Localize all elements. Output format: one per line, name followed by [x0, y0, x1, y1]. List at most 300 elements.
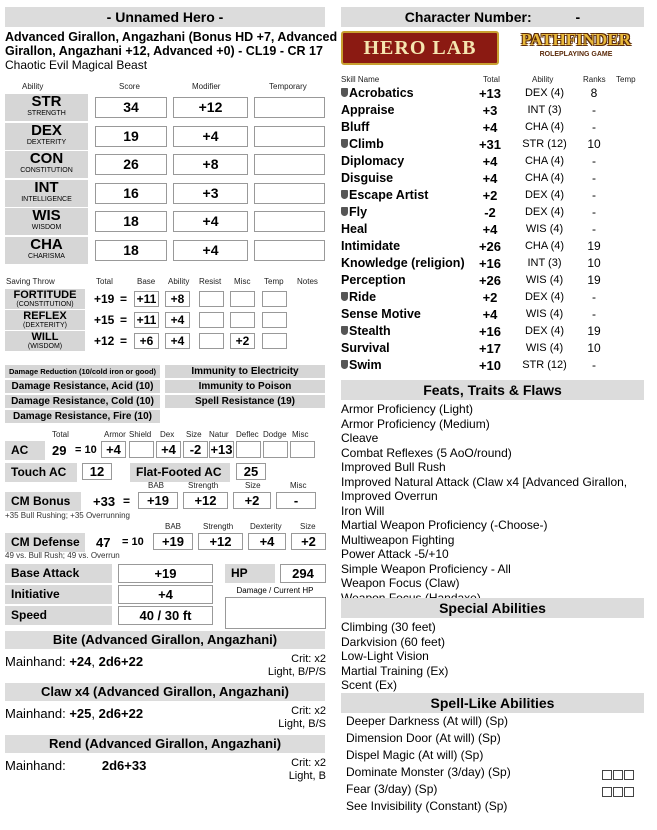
sla-item: Dispel Magic (At will) (Sp)	[346, 748, 484, 762]
touch-ac-value: 12	[82, 463, 112, 480]
skill-total: +4	[482, 154, 498, 169]
ability-modifier: +4	[173, 211, 248, 232]
skill-ability: DEX (4)	[524, 206, 565, 218]
ability-abbr: INT	[34, 178, 59, 196]
skill-row	[341, 357, 382, 374]
skill-row	[341, 187, 428, 204]
pathfinder-logo	[508, 29, 644, 67]
save-temp[interactable]	[262, 333, 287, 349]
score-header: Score	[119, 82, 140, 91]
skill-ranks: -	[592, 358, 596, 372]
skill-row	[341, 153, 404, 170]
save-misc	[230, 312, 255, 328]
char-number-label: Character Number:	[404, 9, 532, 25]
save-name: REFLEX	[23, 310, 67, 322]
skill-ability: WIS (4)	[525, 223, 564, 235]
skill-ranks: 10	[587, 137, 601, 151]
sla-item: Dimension Door (At will) (Sp)	[346, 731, 501, 745]
ac-dodge-header: Dodge	[263, 430, 287, 439]
hero-name-bar	[5, 7, 325, 27]
ac-total: 29	[52, 443, 67, 458]
ability-abbr: CON	[29, 150, 64, 167]
armor-check-icon	[341, 360, 348, 369]
ac-total-header: Total	[52, 430, 69, 439]
ability-header: Ability	[22, 82, 44, 91]
attack-bonus: +24	[69, 654, 92, 669]
cmd-size: +2	[291, 533, 326, 550]
ac-size: -2	[183, 441, 208, 458]
skill-ability: WIS (4)	[525, 342, 564, 354]
skill-row	[341, 136, 384, 153]
ability-abbr: STR	[31, 93, 62, 110]
save-total: +12	[94, 334, 115, 348]
use-checkbox[interactable]	[602, 787, 612, 797]
feat-item: Improved Overrun	[341, 489, 438, 503]
armor-check-icon	[341, 292, 348, 301]
attack-type: Light, B/P/S	[267, 666, 326, 678]
use-checkbox[interactable]	[624, 770, 634, 780]
feat-item: Cleave	[341, 431, 379, 445]
save-name: WILL	[31, 331, 59, 343]
pathfinder-logo-text: PATHFINDER	[521, 30, 631, 49]
save-temp-header: Temp	[264, 277, 284, 286]
speed-label: Speed	[5, 606, 112, 625]
skill-ranks: 10	[587, 341, 601, 355]
skill-ability: CHA (4)	[524, 240, 565, 252]
skill-total: +26	[478, 239, 502, 254]
feat-item: Improved Bull Rush	[341, 460, 446, 474]
feat-item: Power Attack -5/+10	[341, 547, 449, 561]
attack-damage: 2d6+22	[98, 654, 144, 669]
use-checkbox[interactable]	[613, 770, 623, 780]
ability-temp[interactable]	[254, 183, 325, 204]
skill-ranks: 8	[590, 86, 598, 100]
cmd-base: = 10	[122, 536, 144, 548]
ac-deflection	[236, 441, 261, 458]
skill-row	[341, 340, 390, 357]
save-total: +15	[94, 313, 115, 327]
skill-name: Survival	[341, 341, 390, 355]
skill-ability: DEX (4)	[524, 189, 565, 201]
save-equals: =	[120, 292, 128, 306]
skill-name: Appraise	[341, 103, 395, 117]
ability-modifier: +4	[173, 240, 248, 261]
save-label-fortitude	[5, 289, 85, 309]
attack-crit: Crit: x2	[291, 757, 326, 769]
skill-ability-header: Ability	[532, 75, 554, 84]
special-ability-item: Climbing (30 feet)	[341, 620, 436, 634]
skill-total: +3	[482, 103, 498, 118]
skill-ability: WIS (4)	[525, 274, 564, 286]
skill-ability: CHA (4)	[524, 121, 565, 133]
save-resist-header: Resist	[199, 277, 222, 286]
skill-ranks: -	[592, 222, 596, 236]
ability-temp[interactable]	[254, 240, 325, 261]
feat-item: Martial Weapon Proficiency (-Choose-)	[341, 518, 548, 532]
immunity-electricity: Immunity to Electricity	[165, 365, 325, 378]
sla-item: See Invisibility (Constant) (Sp)	[346, 799, 508, 813]
attack-line: Mainhand: +24, 2d6+22	[5, 654, 144, 669]
save-misc	[230, 291, 255, 307]
herolab-logo-text: HERO LAB	[363, 37, 477, 59]
skill-total-header: Total	[483, 75, 500, 84]
skill-row	[341, 272, 406, 289]
skill-name: Escape Artist	[349, 188, 429, 202]
speed-value: 40 / 30 ft	[118, 606, 213, 625]
armor-check-icon	[341, 326, 348, 335]
skill-ranks: 10	[587, 256, 601, 270]
skill-ranks: -	[592, 171, 596, 185]
skill-row	[341, 255, 465, 272]
ability-modifier: +8	[173, 154, 248, 175]
ability-label-cha	[5, 237, 88, 264]
feat-item: Iron Will	[341, 503, 385, 518]
ability-modifier: +4	[173, 126, 248, 147]
temporary-header: Temporary	[269, 82, 307, 91]
ability-modifier: +12	[173, 97, 248, 118]
save-label-reflex	[5, 310, 85, 330]
ability-abbr: CHA	[30, 235, 63, 253]
base-attack-value: +19	[118, 564, 213, 583]
attack-type: Light, B/S	[278, 718, 326, 730]
ability-score: 16	[95, 183, 167, 204]
cmb-bab: +19	[138, 492, 178, 509]
armor-check-icon	[341, 139, 348, 148]
attack-title: Rend (Advanced Girallon, Angazhani)	[5, 735, 325, 753]
save-base: +11	[134, 312, 159, 328]
base-attack-label: Base Attack	[5, 564, 112, 583]
save-temp[interactable]	[262, 312, 287, 328]
ability-temp[interactable]	[254, 126, 325, 147]
cmd-bab: +19	[153, 533, 193, 550]
feat-item: Simple Weapon Proficiency - All	[341, 561, 511, 576]
attack-damage: 2d6+33	[101, 758, 147, 773]
skill-name-header: Skill Name	[341, 75, 380, 84]
ac-shield-header: Shield	[129, 430, 152, 439]
attack-line: Mainhand: +25, 2d6+22	[5, 706, 144, 721]
attack-hand: Mainhand:	[5, 706, 66, 721]
skill-name: Sense Motive	[341, 307, 421, 321]
ac-armor: +4	[101, 441, 126, 458]
char-number-value: -	[575, 9, 581, 25]
spell-resistance: Spell Resistance (19)	[165, 395, 325, 408]
ability-temp[interactable]	[254, 154, 325, 175]
cmd-bab-header: BAB	[165, 522, 182, 531]
skill-ability: INT (3)	[527, 257, 562, 269]
damage-hp-label: Damage / Current HP	[236, 586, 314, 595]
armor-check-icon	[341, 207, 348, 216]
save-ability: +4	[165, 333, 190, 349]
ability-score: 26	[95, 154, 167, 175]
skill-ranks: 19	[587, 239, 601, 253]
save-temp[interactable]	[262, 291, 287, 307]
ability-name: CHARISMA	[28, 252, 65, 260]
ac-natural: +13	[210, 442, 233, 457]
skill-name: Ride	[349, 290, 377, 304]
ac-dex-header: Dex	[160, 430, 175, 439]
pathfinder-logo-subtitle: ROLEPLAYING GAME	[539, 51, 613, 58]
cmd-label: CM Defense	[5, 533, 85, 552]
skill-name: Acrobatics	[349, 86, 414, 100]
save-ability-name: (DEXTERITY)	[23, 322, 67, 329]
skill-name: Intimidate	[341, 239, 401, 253]
skill-ranks: 19	[587, 324, 601, 338]
cmd-note: 49 vs. Bull Rush; 49 vs. Overrun	[5, 551, 120, 560]
armor-check-icon	[341, 88, 348, 97]
ac-misc-header: Misc	[292, 430, 309, 439]
cmb-equals: =	[123, 494, 131, 508]
sla-item: Deeper Darkness (At will) (Sp)	[346, 714, 509, 728]
skill-total: +4	[482, 171, 498, 186]
skill-row	[341, 170, 393, 187]
char-number-bar	[341, 7, 644, 27]
skill-ranks: -	[592, 188, 596, 202]
sla-header-bar	[341, 693, 644, 713]
sla-uses	[601, 784, 634, 802]
ability-label-int	[5, 180, 88, 207]
skill-row	[341, 102, 395, 119]
cmb-total: +33	[93, 494, 116, 509]
skill-ability: WIS (4)	[525, 308, 564, 320]
save-name: FORTITUDE	[13, 289, 77, 301]
hero-type: Chaotic Evil Magical Beast	[5, 58, 148, 72]
attack-type: Light, B	[288, 770, 326, 782]
attack-crit: Crit: x2	[291, 653, 326, 665]
skill-row	[341, 221, 367, 238]
cmb-str: +12	[183, 492, 228, 509]
skill-total: +17	[478, 341, 502, 356]
cmb-misc: -	[276, 492, 316, 509]
ability-label-con	[5, 151, 88, 178]
resist-fire: Damage Resistance, Fire (10)	[5, 410, 160, 423]
skill-ability: STR (12)	[522, 359, 567, 371]
armor-check-icon	[341, 190, 348, 199]
feat-item: Weapon Focus (Claw)	[341, 576, 460, 590]
special-header-bar	[341, 598, 644, 618]
attack-damage: 2d6+22	[98, 706, 144, 721]
special-ability-item: Martial Training (Ex)	[341, 663, 449, 678]
attack-line	[5, 758, 146, 773]
special-ability-item: Low-Light Vision	[341, 649, 429, 663]
cmd-dex: +4	[248, 533, 286, 550]
save-label-will	[5, 331, 85, 351]
skill-row	[341, 85, 414, 102]
ability-score: 19	[95, 126, 167, 147]
save-resist	[199, 312, 224, 328]
skill-ranks-header: Ranks	[583, 75, 606, 84]
skill-total: +4	[482, 307, 498, 322]
skill-ranks: -	[592, 307, 596, 321]
skill-total: -2	[484, 205, 496, 220]
skill-ranks: -	[592, 154, 596, 168]
feat-item: Improved Natural Attack (Claw x4 [Advanced Girallon,	[341, 474, 628, 489]
cmd-dex-header: Dexterity	[250, 522, 282, 531]
use-checkbox[interactable]	[602, 770, 612, 780]
skill-name: Heal	[341, 222, 368, 236]
flat-footed-label: Flat-Footed AC	[130, 463, 230, 482]
ability-temp[interactable]	[254, 211, 325, 232]
save-misc: +2	[230, 333, 255, 349]
skill-total: +16	[478, 256, 502, 271]
skill-ability: INT (3)	[527, 104, 562, 116]
use-checkbox[interactable]	[624, 787, 634, 797]
feat-item: Armor Proficiency (Light)	[341, 402, 474, 416]
cmd-str-header: Strength	[203, 522, 234, 531]
hp-label: HP	[225, 564, 275, 583]
cmd-size-header: Size	[300, 522, 316, 531]
flat-footed-value: 25	[236, 463, 266, 480]
skill-ability: STR (12)	[522, 138, 567, 150]
save-misc-header: Misc	[234, 277, 251, 286]
save-ability-header: Ability	[168, 277, 190, 286]
skill-ranks: -	[592, 205, 596, 219]
save-total-header: Total	[96, 277, 113, 286]
ability-score: 34	[95, 97, 167, 118]
use-checkbox[interactable]	[613, 787, 623, 797]
ac-natur-header: Natur	[209, 430, 229, 439]
attack-crit: Crit: x2	[291, 705, 326, 717]
ability-name: INTELLIGENCE	[21, 195, 72, 203]
skill-ranks: 19	[587, 273, 601, 287]
save-ability-name: (CONSTITUTION)	[16, 301, 74, 308]
save-resist	[199, 291, 224, 307]
hero-desc-line2: Girallon, Angazhani +12, Advanced +0) - CL19 - CR 17	[5, 44, 323, 58]
sla-title: Spell-Like Abilities	[430, 695, 555, 711]
herolab-logo	[341, 31, 499, 65]
cmd-total: 47	[96, 535, 111, 550]
save-ability-name: (WISDOM)	[27, 343, 63, 350]
cmb-label: CM Bonus	[5, 492, 81, 511]
cmb-str-header: Strength	[188, 481, 219, 490]
skill-row	[341, 323, 391, 340]
skill-total: +2	[482, 188, 498, 203]
hero-name: - Unnamed Hero -	[106, 9, 224, 25]
save-header: Saving Throw	[6, 277, 55, 286]
skill-total: +16	[478, 324, 502, 339]
touch-ac-label: Touch AC	[5, 463, 77, 482]
cmb-size: +2	[233, 492, 271, 509]
ability-label-str	[5, 94, 88, 121]
attack-bonus: +25	[69, 706, 92, 721]
ac-shield	[129, 441, 154, 458]
save-ability: +8	[165, 291, 190, 307]
ability-abbr: WIS	[32, 207, 61, 224]
cmb-note: +35 Bull Rushing; +35 Overrunning	[5, 511, 130, 520]
ac-armor-header: Armor	[104, 430, 126, 439]
save-notes-header: Notes	[297, 277, 318, 286]
ac-misc	[290, 441, 315, 458]
save-ability: +4	[165, 312, 190, 328]
skill-ability: DEX (4)	[524, 87, 565, 99]
skill-name: Disguise	[341, 171, 394, 185]
ac-label: AC	[5, 441, 45, 460]
skill-ability: DEX (4)	[524, 325, 565, 337]
skill-ability: CHA (4)	[524, 155, 565, 167]
feat-item: Combat Reflexes (5 AoO/round)	[341, 445, 512, 460]
ability-name: CONSTITUTION	[20, 167, 73, 174]
ability-modifier: +3	[173, 183, 248, 204]
immunity-poison: Immunity to Poison	[165, 380, 325, 393]
save-equals: =	[120, 313, 128, 327]
feat-item: Armor Proficiency (Medium)	[341, 416, 490, 431]
attack-title: Bite (Advanced Girallon, Angazhani)	[5, 631, 325, 649]
skill-row	[341, 119, 369, 136]
sla-item: Dominate Monster (3/day) (Sp)	[346, 765, 511, 779]
sla-item: Fear (3/day) (Sp)	[346, 782, 438, 796]
save-base: +6	[134, 333, 159, 349]
initiative-value: +4	[118, 585, 213, 604]
ability-label-dex	[5, 123, 88, 150]
skill-ranks: -	[592, 290, 596, 304]
special-title: Special Abilities	[439, 600, 546, 616]
skill-row	[341, 204, 367, 221]
modifier-header: Modifier	[192, 82, 221, 91]
skill-total: +4	[482, 222, 498, 237]
skill-name: Knowledge (religion)	[341, 256, 465, 270]
cmb-misc-header: Misc	[290, 481, 307, 490]
feat-item: Multiweapon Fighting	[341, 532, 455, 547]
ability-label-wis	[5, 208, 88, 235]
hero-description	[5, 30, 337, 58]
skill-total: +31	[478, 137, 502, 152]
damage-hp-box[interactable]	[225, 597, 326, 629]
sla-uses	[601, 767, 634, 785]
skill-total: +10	[478, 358, 502, 373]
ability-name: DEXTERITY	[26, 138, 67, 146]
cmb-bab-header: BAB	[148, 481, 165, 490]
skill-ranks: -	[592, 103, 596, 117]
ac-dodge	[263, 441, 288, 458]
skill-name: Stealth	[349, 324, 391, 338]
ability-temp[interactable]	[254, 97, 325, 118]
skill-ability: DEX (4)	[524, 291, 565, 303]
save-equals: =	[120, 334, 128, 348]
skill-temp-header: Temp	[616, 75, 636, 84]
ac-size-header: Size	[186, 430, 202, 439]
ability-score: 18	[95, 211, 167, 232]
hp-value: 294	[280, 564, 326, 583]
feats-header-bar	[341, 380, 644, 400]
ability-name: STRENGTH	[27, 110, 66, 117]
attack-hand: Mainhand:	[5, 758, 66, 773]
hero-desc-line1: Advanced Girallon, Angazhani (Bonus HD +7, Advanced	[5, 30, 338, 44]
special-ability-item: Darkvision (60 feet)	[341, 634, 446, 649]
skill-name: Perception	[341, 273, 406, 287]
skill-total: +4	[482, 120, 498, 135]
cmb-size-header: Size	[245, 481, 261, 490]
ac-deflec-header: Deflec	[236, 430, 259, 439]
feats-title: Feats, Traits & Flaws	[423, 382, 562, 398]
skill-name: Fly	[349, 205, 368, 219]
resist-cold: Damage Resistance, Cold (10)	[5, 395, 160, 408]
resist-acid: Damage Resistance, Acid (10)	[5, 380, 160, 393]
skill-ability: CHA (4)	[524, 172, 565, 184]
skill-total: +2	[482, 290, 498, 305]
initiative-label: Initiative	[5, 585, 112, 604]
skill-name: Diplomacy	[341, 154, 405, 168]
damage-reduction: Damage Reduction (10/cold iron or good)	[5, 365, 160, 378]
skill-row	[341, 289, 376, 306]
save-resist	[199, 333, 224, 349]
special-ability-item: Scent (Ex)	[341, 678, 398, 692]
skill-name: Swim	[349, 358, 382, 372]
ability-name: WISDOM	[31, 224, 62, 231]
skill-name: Bluff	[341, 120, 370, 134]
skill-ranks: -	[592, 120, 596, 134]
skill-row	[341, 238, 400, 255]
skill-name: Climb	[349, 137, 384, 151]
save-total: +19	[94, 292, 115, 306]
